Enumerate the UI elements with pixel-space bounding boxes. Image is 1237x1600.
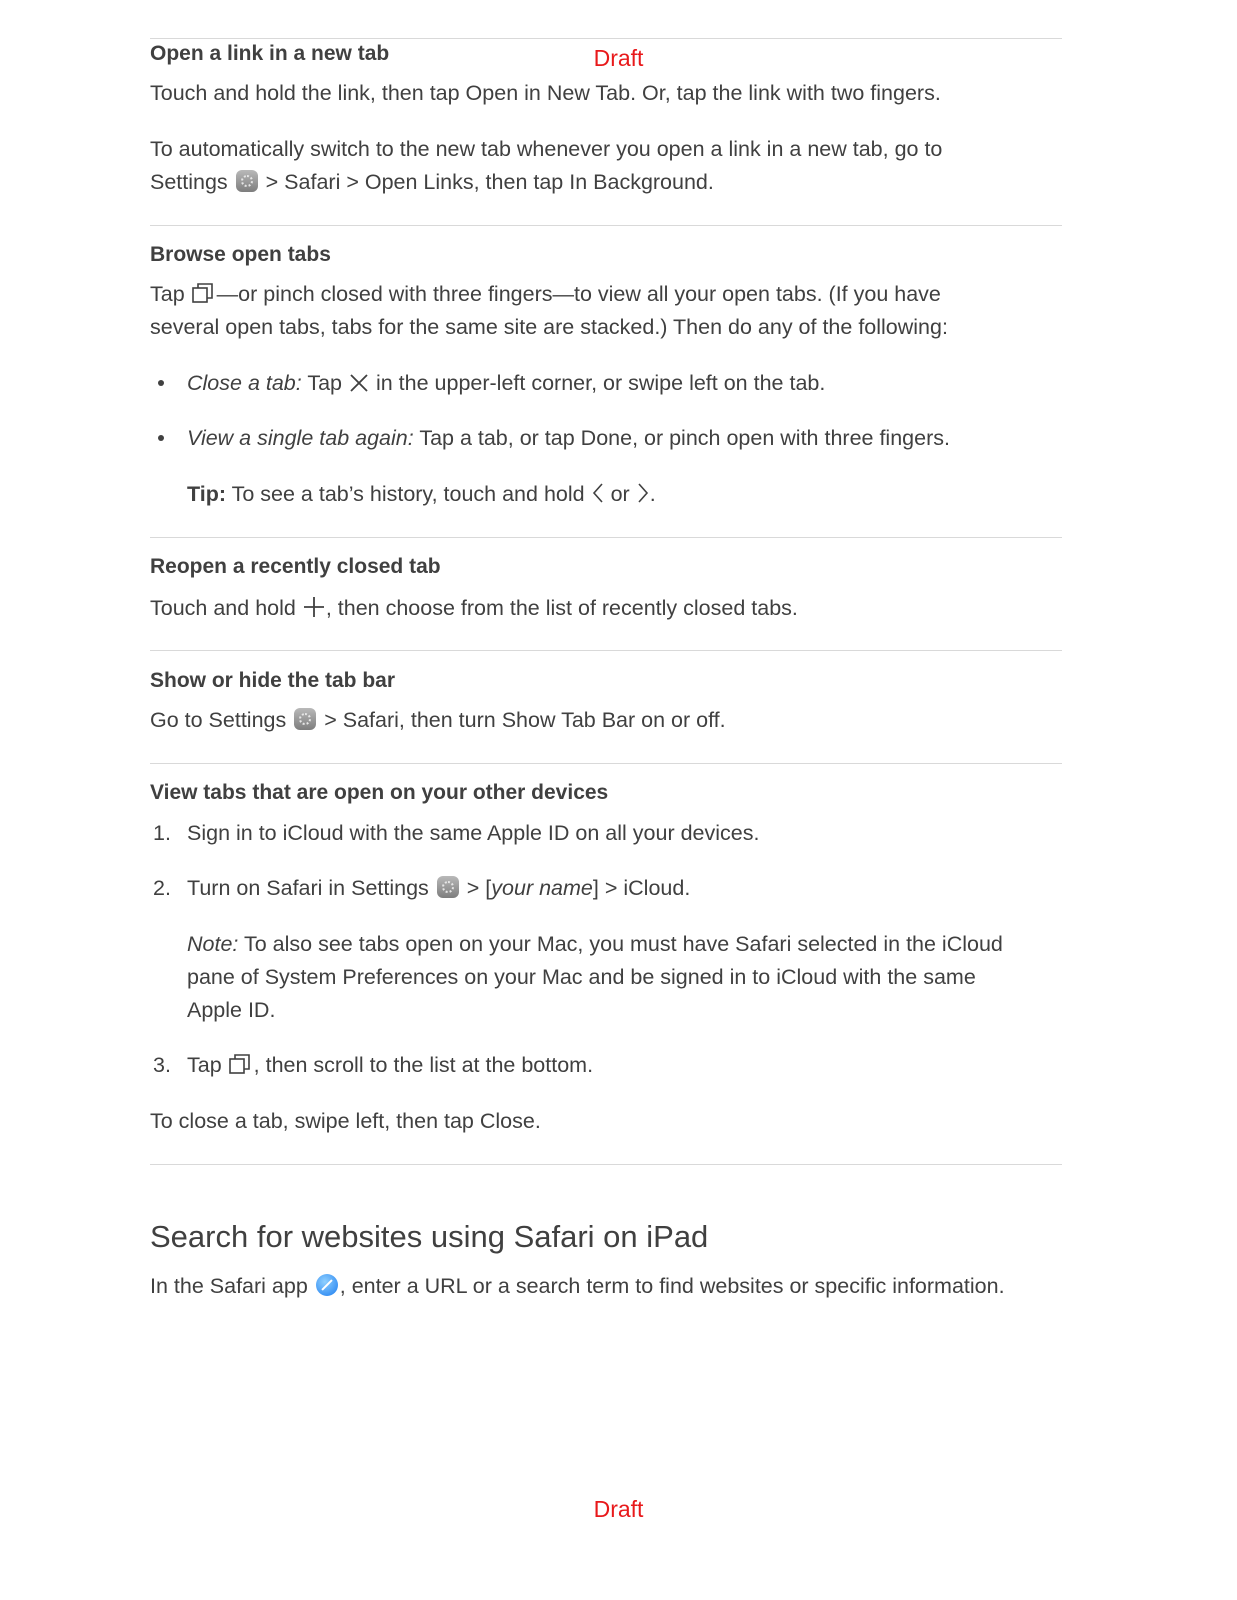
- note-label: Note:: [187, 932, 239, 956]
- paragraph: several open tabs, tabs for the same site are stacked.) Then do any of the following:: [150, 315, 948, 339]
- heading-show-hide-tab-bar: Show or hide the tab bar: [150, 669, 396, 692]
- text: Go to Settings: [150, 708, 287, 732]
- list-item: [187, 872, 690, 905]
- text: In the Safari app: [150, 1274, 308, 1298]
- heading-browse-open-tabs: Browse open tabs: [150, 243, 331, 266]
- text: Tap: [150, 282, 185, 306]
- paragraph: [150, 592, 798, 625]
- text: To see a tab’s history, touch and hold: [231, 482, 585, 506]
- paragraph: [150, 704, 726, 737]
- heading-other-devices: View tabs that are open on your other devices: [150, 781, 609, 804]
- chevron-right-icon: [636, 481, 650, 505]
- paragraph: [150, 166, 714, 199]
- plus-icon: [302, 595, 326, 619]
- paragraph: Touch and hold the link, then tap Open in New Tab. Or, tap the link with two fingers.: [150, 81, 941, 105]
- list-item: [187, 422, 950, 455]
- close-x-icon: [348, 371, 370, 393]
- tip: [187, 478, 656, 511]
- bullet: [156, 380, 166, 390]
- bullet: [156, 435, 166, 445]
- heading-search-websites: Search for websites using Safari on iPad: [150, 1219, 709, 1254]
- text: , then scroll to the list at the bottom.: [253, 1053, 594, 1077]
- tabs-overview-icon: [228, 1052, 254, 1076]
- settings-gear-icon: [437, 876, 459, 898]
- tabs-overview-icon: [191, 281, 217, 305]
- section-divider: [150, 225, 1062, 226]
- section-divider: [150, 537, 1062, 538]
- section-divider: [150, 1164, 1062, 1165]
- text: in the upper-left corner, or swipe left on the tab.: [375, 371, 826, 395]
- section-divider: [150, 763, 1062, 764]
- text: ] > iCloud.: [592, 876, 691, 900]
- tip-label: Tip:: [187, 482, 227, 506]
- text: , enter a URL or a search term to find websites or specific information.: [339, 1274, 1005, 1298]
- list-item: [187, 1049, 593, 1082]
- text: Tap: [187, 1053, 222, 1077]
- list-number: 3.: [153, 1053, 171, 1077]
- list-number: 2.: [153, 876, 171, 900]
- text: , then choose from the list of recently closed tabs.: [325, 596, 798, 620]
- text: Close a tab:: [187, 371, 302, 395]
- paragraph: [150, 278, 941, 311]
- note: Apple ID.: [187, 998, 276, 1022]
- text: Tap: [307, 371, 342, 395]
- heading-reopen-closed-tab: Reopen a recently closed tab: [150, 555, 441, 578]
- text: Turn on Safari in Settings: [187, 876, 429, 900]
- settings-gear-icon: [294, 708, 316, 730]
- section-divider: [150, 38, 1062, 39]
- section-divider: [150, 650, 1062, 651]
- text: or: [610, 482, 630, 506]
- paragraph: To close a tab, swipe left, then tap Close.: [150, 1109, 541, 1133]
- text: > Safari, then turn Show Tab Bar on or off.: [324, 708, 726, 732]
- draft-watermark-bottom: Draft: [593, 1496, 644, 1522]
- note: [187, 928, 1003, 961]
- chevron-left-icon: [591, 481, 605, 505]
- heading-open-link-new-tab: Open a link in a new tab: [150, 42, 390, 65]
- list-number: 1.: [153, 821, 171, 845]
- text: Settings: [150, 170, 228, 194]
- draft-watermark-top: Draft: [593, 45, 644, 71]
- text: Tap a tab, or tap Done, or pinch open with three fingers.: [419, 426, 950, 450]
- text: > Safari > Open Links, then tap In Background.: [265, 170, 714, 194]
- text: .: [649, 482, 656, 506]
- settings-gear-icon: [236, 170, 258, 192]
- note: pane of System Preferences on your Mac and be signed in to iCloud with the same: [187, 965, 976, 989]
- text: > [: [466, 876, 492, 900]
- text: —or pinch closed with three fingers—to view all your open tabs. (If you have: [216, 282, 941, 306]
- text: your name: [491, 876, 593, 900]
- text: To also see tabs open on your Mac, you must have Safari selected in the iCloud: [243, 932, 1003, 956]
- list-item: Sign in to iCloud with the same Apple ID on all your devices.: [187, 821, 760, 845]
- list-item: [187, 367, 825, 400]
- paragraph: [150, 1270, 1005, 1303]
- paragraph: To automatically switch to the new tab whenever you open a link in a new tab, go to: [150, 137, 943, 161]
- text: View a single tab again:: [187, 426, 414, 450]
- text: Touch and hold: [150, 596, 296, 620]
- safari-compass-icon: [316, 1274, 338, 1296]
